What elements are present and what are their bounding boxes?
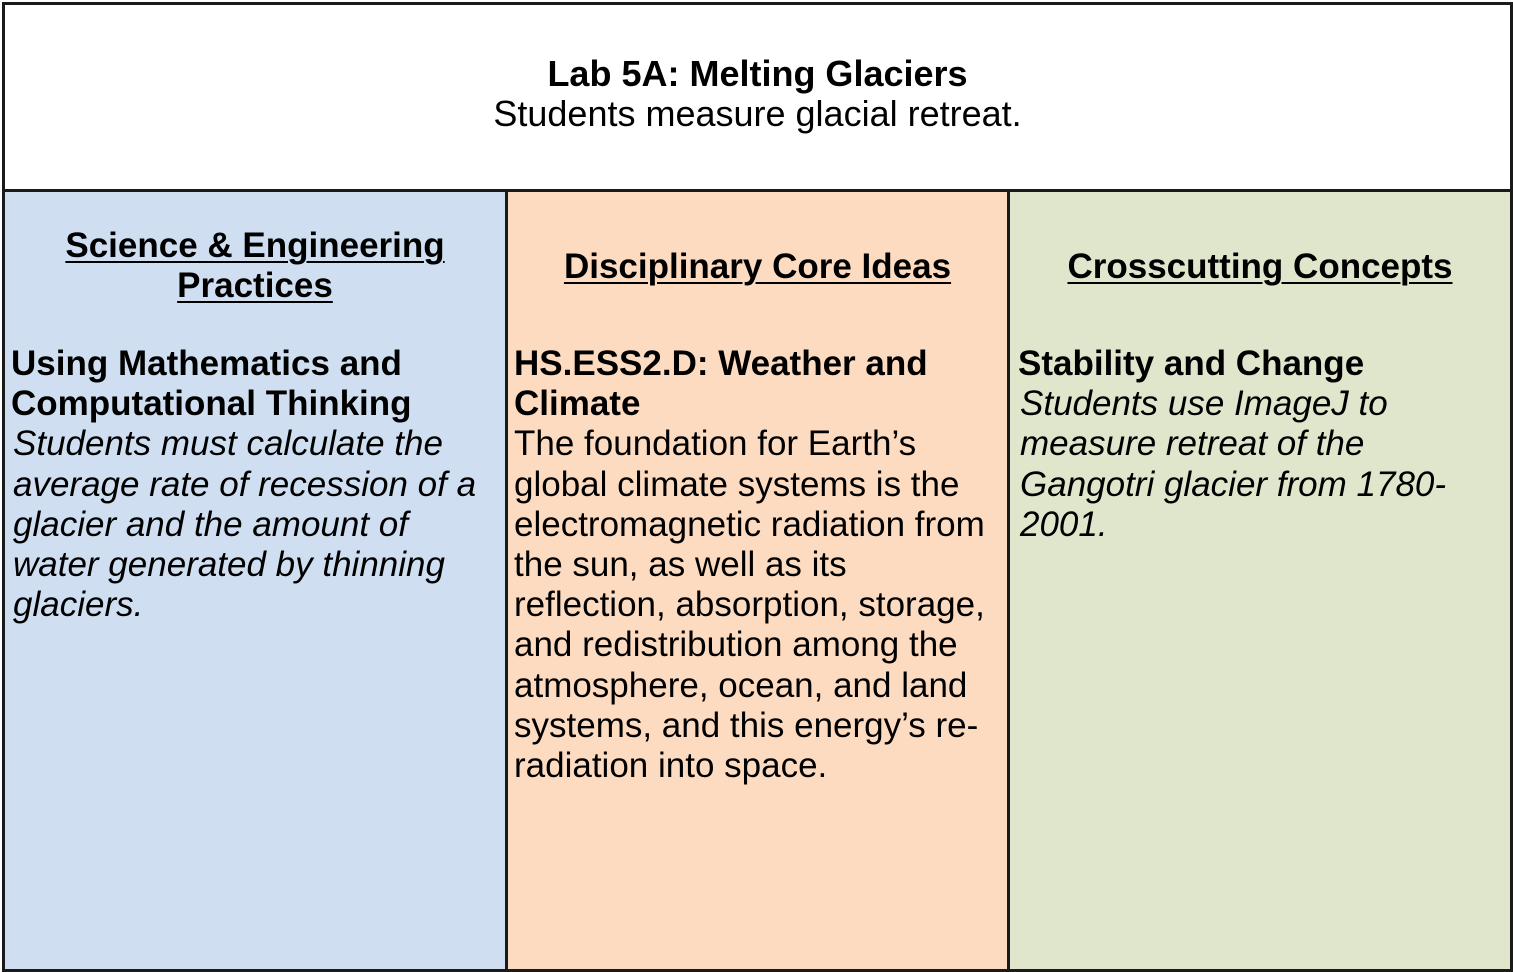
- column-body: [514, 344, 1003, 786]
- lab-summary-table: [2, 2, 1513, 972]
- column-crosscutting-concepts: [1007, 192, 1510, 969]
- column-science-engineering-practices: [5, 192, 505, 969]
- core-idea-title: HS.ESS2.D: Weather and Climate: [514, 344, 928, 424]
- column-body: [1018, 344, 1506, 545]
- column-heading: [5, 226, 505, 306]
- column-disciplinary-core-ideas: [505, 192, 1007, 969]
- practice-title: Using Mathematics and Computational Thinking: [11, 344, 412, 424]
- practice-description: Students must calculate the average rate of recession of a glacier and the amount of water generated by thinning glaciers.: [13, 424, 477, 625]
- column-heading: [1010, 247, 1510, 287]
- lab-title: Lab 5A: Melting Glaciers: [547, 53, 968, 94]
- concept-title: Stability and Change: [1018, 344, 1365, 383]
- column-heading: [508, 247, 1007, 287]
- column-heading-text: Crosscutting Concepts: [1067, 247, 1453, 286]
- column-heading-text: Science & Engineering Practices: [65, 226, 445, 305]
- column-heading-text: Disciplinary Core Ideas: [563, 247, 952, 286]
- concept-description: Students use ImageJ to measure retreat of the Gangotri glacier from 1780-2001.: [1020, 384, 1447, 544]
- column-body: [11, 344, 501, 625]
- core-idea-description: The foundation for Earth’s global climate systems is the electromagnetic radiation from the sun, as well as its reflection, absorption, storage, and redistribution among the atmosphere, ocean, and land systems, and this energy’s re-radiation into space.: [514, 424, 985, 786]
- lab-subtitle: Students measure glacial retreat.: [493, 93, 1022, 134]
- table-header: [5, 5, 1510, 192]
